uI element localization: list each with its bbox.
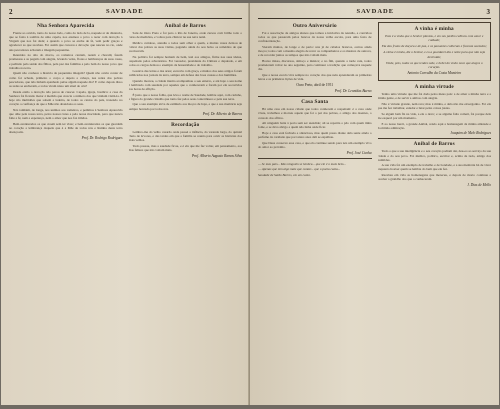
article-paragraph: Tudo passou, mas a saudade ficou, e é ela que me faz voltar, em pensamento, aos dias felizes que não voltam mais.: [128, 144, 242, 153]
article-paragraph: Ali ninguém batia à porta sem ser atendido; ali se repartia o pão com quem tinha fome, e se dava abrigo a quem não tinha onde ficar.: [258, 121, 372, 130]
article-paragraph: A sua vida foi um exemplo de trabalho e de bondade, e a sua memória há de viver enquanto houver quem se lembre do bem que ele fez.: [377, 163, 491, 172]
right-column-1: [258, 22, 372, 400]
article-paragraph: Não é virtude grande, nem rara; mas é minha, e dela não me envergonho. Foi ela que me fez trabalhar, estudar e lutar pelas coisas justas.: [377, 101, 491, 111]
article-signature: Prof. José Cunha: [346, 150, 372, 155]
article-paragraph: Que o seu exemplo sirva de estímulo aos moços de hoje, e que a sua memória seja sempre honrada por todos nós.: [128, 102, 242, 111]
newspaper-title: SAVDADE: [105, 8, 144, 15]
poem-stanza: Vinde, pois, todos os que tendes sede, e bebei do vinho novo que alegra o coração.: [385, 60, 483, 69]
article-paragraph: Nós também, de longe, nos unimos aos romeiros, e pedimos à Senhora Aparecida que olhe pela nossa terra, pelos nossos lares e pela nossa mocidade, para que nunca falte a fé, nem a esperança, nem o amor que nos faz irmãos.: [9, 107, 123, 120]
article-paragraph: E ao nosso herói, o grande Aníbal, rendo aqui a homenagem da minha amizade e da minha admiração.: [377, 121, 491, 130]
page-number: 2: [9, 7, 14, 16]
article-title: Anibal de Barros: [413, 141, 455, 148]
article-paragraph: Recebeu em vida as homenagens que mereceu, e depois de morto continua a receber a gratidão dos que o conheceram.: [377, 173, 491, 182]
article-paragraph: Foi a associação de antigos alunos que tomou a iniciativa da reunião, e convidou todos os que passaram pelos bancos da nossa velha escola, para uma festa de confraternização.: [258, 31, 372, 44]
poem-author: Antonio Carvalho da Costa Monteiro: [407, 71, 462, 76]
poem-stanza: A vinha é minha, diz o Senhor, e eu a guardarei dia e noite para que não seja destruída;: [383, 50, 486, 59]
divider: [378, 138, 492, 139]
article-paragraph: Bem-aventurados os que creem sem ter visto; e bem-aventurados os que guardam no coração a lembrança daquela que é a Mãe de todos nós e Rainha desta terra abençoada.: [9, 121, 123, 134]
left-column-2: [129, 22, 243, 400]
article-paragraph: Saiu de Ouro Preto e foi para o Rio de Janeiro, onde cursou com brilho todo o curso de medicina, e voltou para clinicar na sua terra natal.: [128, 31, 242, 40]
article-paragraph: Que Deus conserve essa casa, e que ela continue sendo para nós um exemplo vivo do amor ao próximo.: [258, 140, 372, 149]
article-signature: Prof. Dr. Rodrigo Rodrigues: [81, 135, 123, 140]
article-paragraph: Quando morreu, a cidade inteira acompanhou o seu enterro, e até hoje o seu nome é lembrado com saudade por aqueles que o conheceram e foram por ele socorridos nas horas de aflição.: [128, 78, 242, 91]
left-page-header: [9, 7, 242, 19]
quote-line: Saudade de Saldo Barros, em um canto.: [258, 172, 311, 177]
left-page: [1, 3, 250, 405]
quote-line: — Se meu país... Mas ninguém se lembra... que ele é o mais belo...: [258, 161, 346, 166]
quote-line: — Apenas que tem algo mais que cantar... que o poeta canta...: [258, 167, 341, 172]
article-paragraph: Gostava das letras e das artes; escrevia com graça, e muitos dos seus artigos foram publicados nos jornais da terra, sempre em defesa das boas causas e dos humildes.: [128, 68, 242, 77]
article-paragraph: Médico caridoso, atendia a todos sem olhar a quem, e muitas vezes deixou de cobrar dos pobres as suas visitas, pagando ainda do seu bolso os remédios de que precisavam.: [128, 40, 242, 54]
right-column-2: [378, 22, 492, 400]
poem-stanza: Esta é a vinha que o Senhor plantou, e em seu jardim cultivou com amor e cuidado;: [385, 34, 484, 43]
article-paragraph: Na política foi sempre homem de bem, leal aos amigos, firme nas suas ideias, respeitado pelos adversários. Foi vereador, presidente da Câmara e deputado, e em todos os cargos deixou o exemplo da honestidade e do trabalho.: [128, 54, 242, 68]
article-paragraph: Lembro-me do velho casarão onde passei a infância, da varanda larga, do quintal cheio de árvores, e das tardes em que a família se reunia para ouvir as histórias dos mais velhos.: [128, 130, 242, 143]
article-paragraph: Vieram muitos, de longe e de perto: uns já de cabelos brancos, outros ainda moços; todos com a mesma alegria de rever os companheiros e os mestres de outrora, e de recordar juntos os tempos que não voltam mais.: [258, 44, 372, 58]
article-title: Outro Aniversário: [292, 23, 337, 29]
divider: [258, 96, 372, 97]
article-title: Recordação: [171, 122, 200, 129]
article-paragraph: Que a nossa escola viva sempre no coração dos que nela aprenderam as primeiras letras e as primeiras lições de vida.: [258, 72, 372, 82]
quote-block: [258, 162, 372, 177]
article-paragraph: Se algum bem fiz na vida, a ela o devo; e se alguma falta cometi, foi porque dela me esqueci por um momento.: [377, 111, 491, 120]
page-number: 3: [486, 7, 491, 16]
divider: [258, 158, 372, 159]
article-paragraph: Reunidos no alto do morro, os romeiros cantam, rezam e choram; fazem promessas e as pagam com alegria, levando velas, flores e lembranças de suas casas, e pedindo pela saúde dos filhos, pela paz das famílias e pelo bem do nosso povo que trabalha na terra.: [9, 53, 123, 70]
newspaper-spread: [1, 3, 499, 405]
poem-title: A vinha é minha: [414, 26, 454, 32]
article-paragraph: Quem não conhece a história da pequenina imagem? Quem não ouviu contar de como foi achada, primeiro o corpo e depois a cabeça, nas redes dos pobres pescadores, que não tinham apanhado peixe algum naquele dia? E como depois disso as redes se encheram, e todos viram nisso um sinal do céu?: [9, 71, 123, 88]
article-title: Casa Santa: [301, 99, 329, 106]
article-paragraph: Houve missa, discursos, almoço e música; e no fim, quando a tarde caía, todos prometeram voltar no ano seguinte, para continuar a tradição que começava naquele dia.: [258, 58, 372, 72]
poem-box: [378, 22, 492, 81]
article-paragraph: Frente ao ouvido, tanto do nosso lado, como do lado de la, naquele ar de distancia, que se fazia à sombra de uma capela, nos ensinou o povo a rezar com devoção à Virgem que nos foi dada; e quando o povo se enche de fé, vem pedir graças e agradecer as que recebeu. Foi assim que cresceu a devoção que nasceu no rio, onde uns pescadores acharam a imagem pequenina.: [9, 31, 123, 52]
article-title: Nha Senhora Aparecida: [37, 23, 95, 29]
left-column-1: [9, 22, 123, 400]
article-signature: Joaquim de Melo Rodrigues: [450, 131, 491, 136]
right-page: [250, 3, 499, 405]
article-signature: Prof. Dr. Leonidas Bueno: [334, 89, 372, 94]
article-signature: Prof. Dr. Alberto de Barros: [202, 112, 242, 117]
article-title: A minha virtude: [414, 84, 454, 91]
article-date: Ouro Preto, abril de 1951: [296, 83, 334, 88]
article-paragraph: Tenho uma virtude que me foi dada pelos meus pais: a de amar a minha terra e a minha gente, e de servir a ambos com alegria.: [377, 92, 491, 101]
poem-stanza: Ela deu frutos de doçura e de paz, e os passantes colheram e ficaram saciados;: [381, 44, 487, 49]
article-signature: J. Dias de Mello: [467, 182, 491, 187]
article-paragraph: Há uma casa em nossa cidade que todos conhecem e respeitam: é a casa onde viveu, trabalhou e morreu aquele que foi o pai dos pobres, o amigo dos doentes, o consolo dos aflitos.: [258, 107, 372, 120]
article-paragraph: É justo que a nossa folha, que leva o nome de Saudade, lembre aqui, com carinho, a figura do grande cidadão que tanto fez pelos seus conterrâneos e pela sua terra.: [128, 92, 242, 101]
article-paragraph: Hoje a casa está fechada e silenciosa, mas quem passa diante dela sente ainda o perfume da caridade que por tantos anos dali se espalhou.: [258, 131, 372, 140]
article-paragraph: Desde então a devoção não parou de crescer. Capela, igreja, basílica: a casa da Senhora foi ficando maior à medida que crescia o número dos que vinham visitá-la. E hoje são multidões que sobem a ladeira, de todos os cantos do país, trazendo no coração a confiança de que a Mãe não abandona os seus.: [9, 89, 123, 106]
article-signature: Prof. Alberto Augusto Ramos Silva: [191, 153, 242, 158]
divider: [129, 119, 243, 120]
newspaper-title: SAVDADE: [356, 8, 395, 15]
right-page-header: [258, 7, 491, 19]
article-title: Anibal de Barros: [164, 23, 206, 29]
article-paragraph: Tudo o que a sua inteligência e o seu coração podiam dar, deu-os ao serviço da sua cidade e do seu povo. Foi médico, político, escritor e, acima de tudo, amigo dos humildes.: [377, 149, 491, 162]
